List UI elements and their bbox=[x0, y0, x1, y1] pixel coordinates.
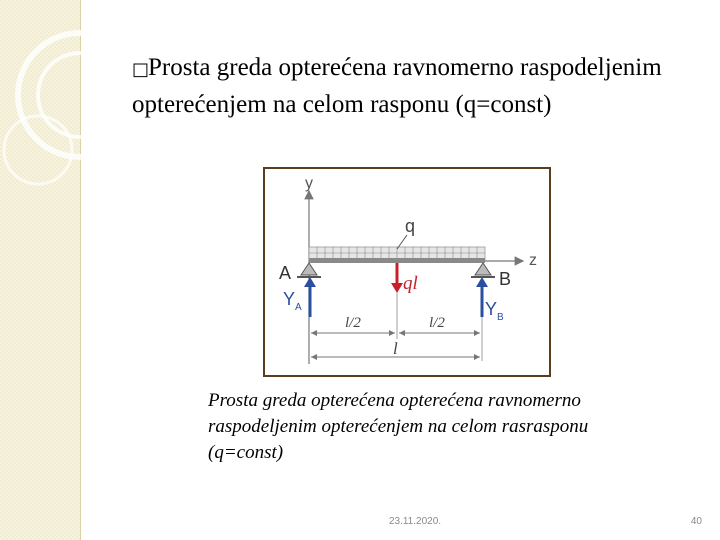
slide-title bbox=[132, 50, 692, 122]
reaction-a-subscript: A bbox=[295, 302, 302, 313]
reaction-b-arrowhead bbox=[476, 277, 488, 287]
beam-diagram bbox=[263, 167, 551, 377]
support-a-label: A bbox=[279, 263, 292, 283]
dimension-label-left: l/2 bbox=[345, 315, 361, 331]
dimension-label-right: l/2 bbox=[429, 315, 445, 331]
reaction-a-arrowhead bbox=[304, 277, 316, 287]
support-b-label: B bbox=[499, 269, 512, 289]
z-axis-label: z bbox=[529, 252, 537, 269]
reaction-a-label bbox=[283, 289, 302, 313]
beam bbox=[309, 258, 485, 263]
resultant-force-arrowhead bbox=[391, 283, 403, 293]
figure-caption: Prosta greda opterećena opterećena ravnomerno raspodeljenim opterećenjem na celom rasrasponu (q=const) bbox=[208, 390, 589, 463]
support-a-icon bbox=[301, 263, 317, 275]
reaction-b-label bbox=[485, 299, 504, 323]
resultant-force-label: ql bbox=[403, 273, 418, 294]
y-axis-label: y bbox=[305, 175, 313, 192]
page-number: 40 bbox=[690, 516, 702, 527]
footer-date: 23.11.2020. bbox=[388, 516, 442, 527]
beam-diagram-svg bbox=[265, 169, 549, 375]
reaction-b-subscript: B bbox=[497, 312, 504, 323]
bullet-glyph: □ bbox=[132, 59, 150, 80]
load-label-q: q bbox=[405, 216, 416, 236]
reaction-b-symbol: Y bbox=[485, 299, 498, 319]
dimension-label-span: l bbox=[393, 339, 398, 358]
reaction-a-symbol: Y bbox=[283, 289, 296, 309]
slide-title-text: Prosta greda opterećena ravnomerno raspodeljenim opterećenjem na celom rasponu (q=const) bbox=[132, 54, 662, 118]
support-b-icon bbox=[475, 263, 491, 275]
